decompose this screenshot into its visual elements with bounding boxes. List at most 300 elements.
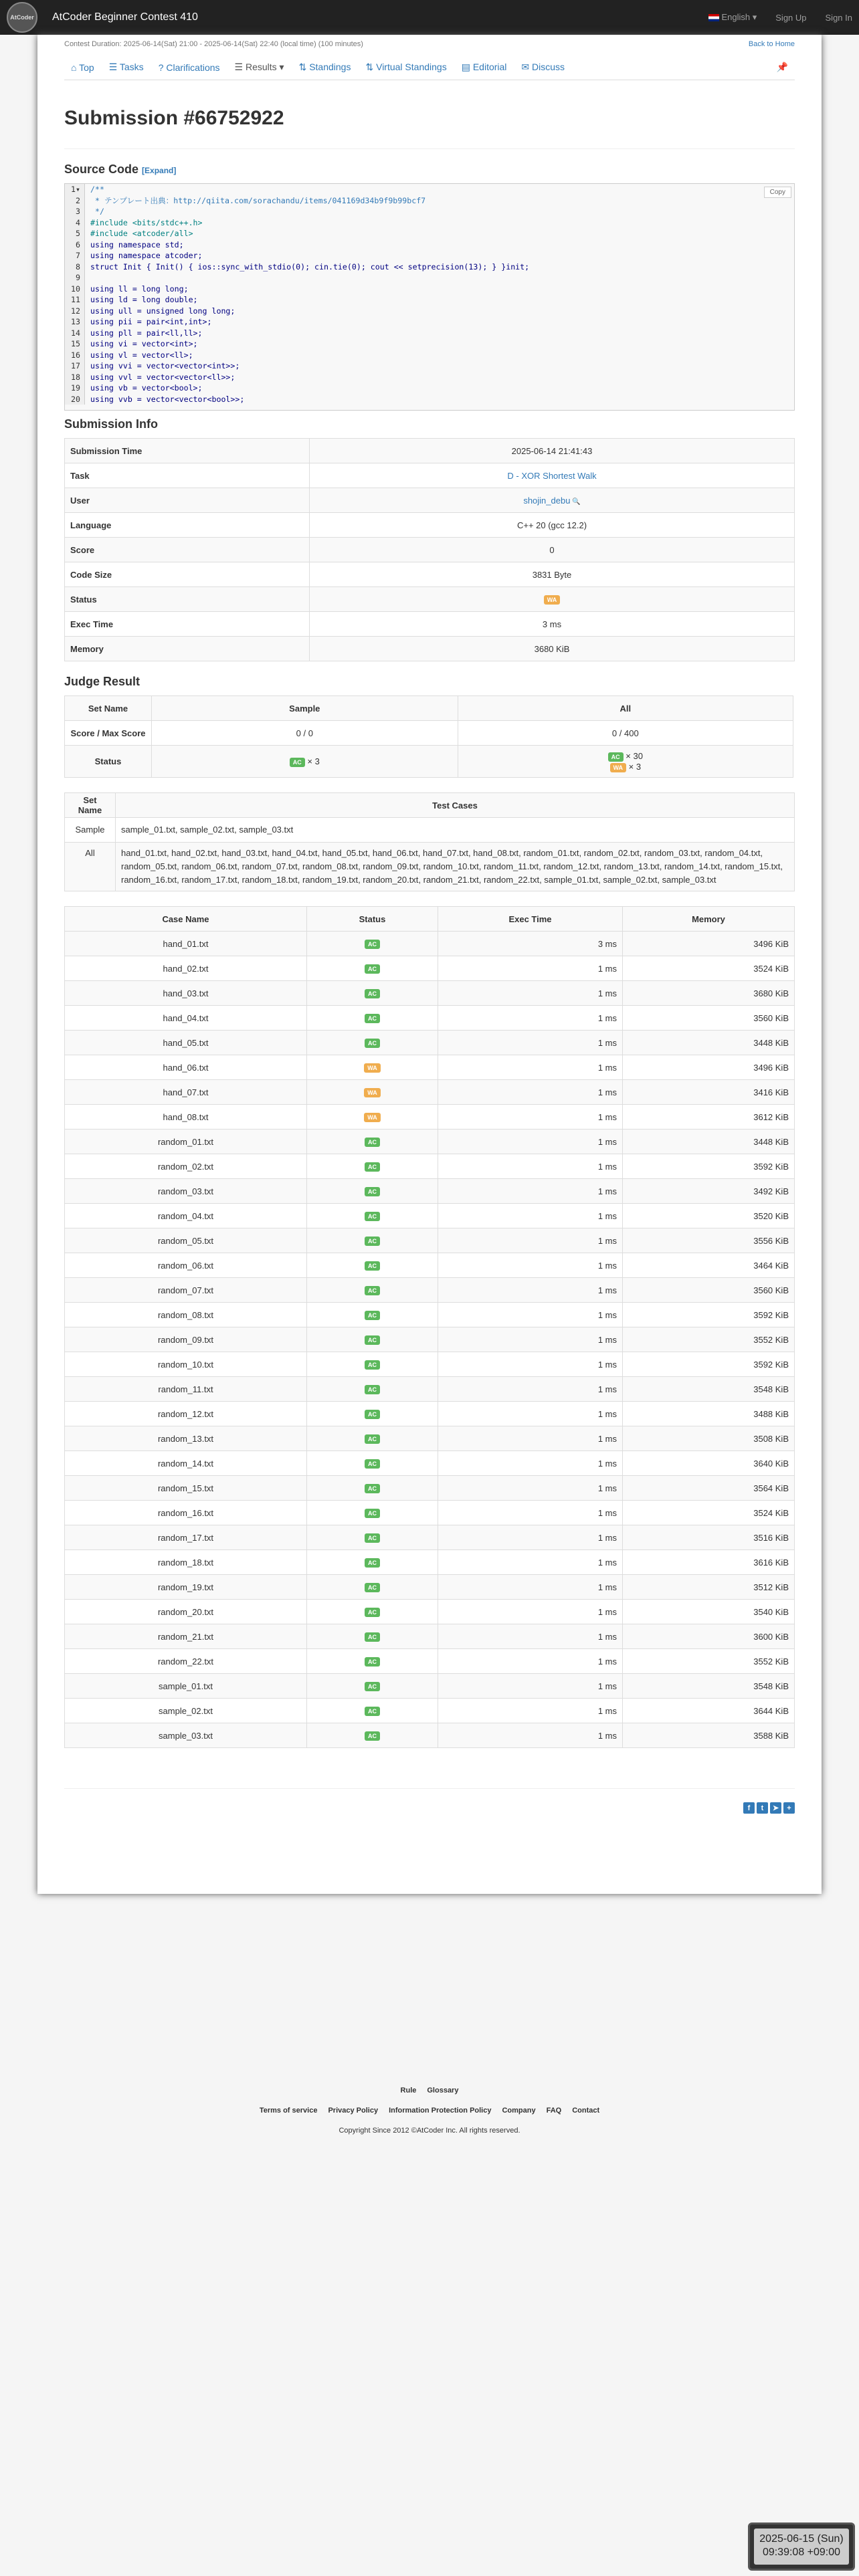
case-name: hand_01.txt [65,932,307,956]
case-memory: 3464 KiB [623,1253,795,1278]
case-status [307,1377,438,1402]
status-badge: AC [365,1583,380,1592]
tab-top[interactable]: ⌂ Top [71,62,94,73]
status-badge: AC [365,1657,380,1667]
copyright: Copyright Since 2012 ©AtCoder Inc. All rights reserved. [339,2127,520,2135]
case-name: random_16.txt [65,1501,307,1525]
status-badge: AC [365,1434,380,1444]
case-memory: 3592 KiB [623,1154,795,1179]
pin-icon[interactable]: 📌 [776,62,788,72]
info-value [310,488,795,513]
info-value: 0 [310,538,795,562]
case-status [307,1352,438,1377]
expand-link[interactable]: [Expand] [142,166,177,175]
footer-faq-link[interactable]: FAQ [546,2107,562,2115]
line-text: using ll = long long; [90,284,189,294]
case-name: random_07.txt [65,1278,307,1303]
case-status [307,1105,438,1130]
case-exec-time: 1 ms [438,1278,623,1303]
case-name: random_21.txt [65,1624,307,1649]
cases-header-name: Case Name [65,907,307,932]
line-text: using vi = vector<int>; [90,339,198,348]
tab-tasks[interactable]: ☰ Tasks [108,62,144,72]
case-status [307,1649,438,1674]
source-code-block[interactable] [64,183,795,411]
info-row [65,538,795,562]
case-memory: 3520 KiB [623,1204,795,1228]
case-memory: 3560 KiB [623,1006,795,1031]
line-number: 19 [65,383,85,394]
case-name: hand_07.txt [65,1080,307,1105]
case-name: random_05.txt [65,1228,307,1253]
case-status [307,1031,438,1055]
line-number: 5 [65,228,85,239]
table-row [65,1451,795,1476]
share-buttons [64,1788,795,1814]
atcoder-logo[interactable]: AtCoder [7,2,37,33]
tab-editorial[interactable]: ▤ Editorial [461,62,507,72]
sample-score: 0 / 0 [152,721,458,746]
code-line [65,294,794,306]
sets-header-cases: Test Cases [116,793,795,818]
case-exec-time: 1 ms [438,1303,623,1327]
status-badge: AC [365,1039,380,1048]
case-name: random_01.txt [65,1130,307,1154]
case-exec-time: 1 ms [438,1179,623,1204]
task-link[interactable]: D - XOR Shortest Walk [507,470,597,481]
code-line [65,239,794,251]
line-text: #include <bits/stdc++.h> [90,217,203,227]
line-number: 9 [65,272,85,284]
table-row [65,1352,795,1377]
case-exec-time: 1 ms [438,1426,623,1451]
all-score: 0 / 400 [458,721,793,746]
contest-tabs [64,48,795,80]
case-status [307,1204,438,1228]
footer-rule-link[interactable]: Rule [400,2086,417,2095]
case-memory: 3448 KiB [623,1031,795,1055]
clock-time: 09:39:08 +09:00 [762,2547,841,2558]
info-key: Status [65,587,310,612]
line-text: using vvi = vector<vector<int>>; [90,361,240,370]
code-line [65,328,794,339]
judge-row-status: Status [65,746,152,778]
case-status [307,1006,438,1031]
judge-header-set: Set Name [65,696,152,721]
sets-header-name: Set Name [65,793,116,818]
status-badge: AC [365,1237,380,1246]
code-line [65,383,794,394]
case-memory: 3612 KiB [623,1105,795,1130]
table-row [65,1624,795,1649]
case-memory: 3416 KiB [623,1080,795,1105]
judge-result-heading: Judge Result [64,675,140,688]
case-exec-time: 1 ms [438,1525,623,1550]
case-name: hand_03.txt [65,981,307,1006]
tab-standings[interactable]: ⇅ Standings [298,62,351,72]
code-line [65,372,794,383]
status-badge: AC [365,1484,380,1493]
line-number: 3 [65,206,85,217]
contest-brand-link[interactable]: AtCoder Beginner Contest 410 [52,11,198,23]
line-number: 17 [65,360,85,372]
case-memory: 3592 KiB [623,1352,795,1377]
case-exec-time: 1 ms [438,1154,623,1179]
line-number: 10 [65,284,85,295]
case-name: hand_02.txt [65,956,307,981]
table-row [65,1476,795,1501]
info-row [65,637,795,661]
table-row [65,1253,795,1278]
user-link[interactable]: shojin_debu [523,495,571,506]
status-badge: AC [365,1286,380,1295]
table-row [65,1130,795,1154]
case-memory: 3508 KiB [623,1426,795,1451]
case-status [307,1674,438,1699]
back-to-home-link[interactable]: Back to Home [748,40,795,48]
info-key: Memory [65,637,310,661]
cases-header-memory: Memory [623,907,795,932]
table-row [65,1105,795,1130]
status-badge: AC [365,1558,380,1568]
line-number: 11 [65,294,85,306]
case-memory: 3548 KiB [623,1674,795,1699]
case-status [307,1402,438,1426]
case-status [307,1228,438,1253]
case-status [307,1550,438,1575]
case-exec-time: 1 ms [438,1600,623,1624]
cases-header-status: Status [307,907,438,932]
submission-info-heading: Submission Info [64,417,159,431]
case-status [307,1575,438,1600]
code-line [65,250,794,261]
line-number: 8 [65,261,85,273]
set-name-sample: Sample [65,818,116,843]
case-memory: 3588 KiB [623,1723,795,1748]
contest-duration: Contest Duration: 2025-06-14(Sat) 21:00 - 2025-06-14(Sat) 22:40 (local time) (100 minutes) [64,40,363,48]
table-row [65,1575,795,1600]
cases-header-time: Exec Time [438,907,623,932]
table-row [65,981,795,1006]
code-line [65,261,794,273]
case-exec-time: 1 ms [438,981,623,1006]
share-plus-icon[interactable]: + [783,1802,795,1814]
case-exec-time: 1 ms [438,1699,623,1723]
source-code-heading: Source Code [Expand] [64,163,177,176]
case-name: hand_08.txt [65,1105,307,1130]
case-status [307,1278,438,1303]
table-row [65,1699,795,1723]
line-number: 6 [65,239,85,251]
code-line [65,217,794,229]
case-name: random_04.txt [65,1204,307,1228]
case-exec-time: 1 ms [438,1204,623,1228]
table-row [65,1377,795,1402]
code-line [65,272,794,284]
status-badge: AC [365,1682,380,1691]
status-badge: AC [365,1261,380,1271]
info-key: Language [65,513,310,538]
language-dropdown[interactable]: English ▾ [708,12,757,23]
case-name: random_20.txt [65,1600,307,1624]
case-memory: 3552 KiB [623,1649,795,1674]
code-line [65,284,794,295]
case-name: random_12.txt [65,1402,307,1426]
case-status [307,1080,438,1105]
case-memory: 3516 KiB [623,1525,795,1550]
info-key: Code Size [65,562,310,587]
table-row [65,1649,795,1674]
line-text: using namespace std; [90,239,184,249]
table-row [65,1055,795,1080]
judge-row-score: Score / Max Score [65,721,152,746]
judge-header-sample: Sample [152,696,458,721]
case-name: sample_02.txt [65,1699,307,1723]
case-name: random_03.txt [65,1179,307,1204]
case-status [307,1600,438,1624]
status-badge: WA [364,1063,381,1073]
info-row [65,587,795,612]
table-row [65,1674,795,1699]
case-name: random_19.txt [65,1575,307,1600]
footer-info-protection-link[interactable]: Information Protection Policy [389,2107,492,2115]
info-row [65,612,795,637]
case-memory: 3564 KiB [623,1476,795,1501]
info-value [310,587,795,612]
table-row [65,956,795,981]
telegram-icon[interactable]: ➤ [770,1802,781,1814]
status-badge: AC [365,1459,380,1469]
case-exec-time: 1 ms [438,1253,623,1278]
table-row [65,1031,795,1055]
case-exec-time: 1 ms [438,1327,623,1352]
info-value: 3680 KiB [310,637,795,661]
case-status [307,932,438,956]
table-row [65,1723,795,1748]
sample-status: AC × 3 [152,746,458,778]
uk-flag-icon [708,14,719,21]
status-badge: AC [365,1360,380,1370]
facebook-icon[interactable]: f [743,1802,755,1814]
info-value: C++ 20 (gcc 12.2) [310,513,795,538]
case-status [307,1327,438,1352]
case-memory: 3524 KiB [623,956,795,981]
search-icon[interactable]: 🔍 [570,498,581,506]
footer [0,2086,859,2135]
info-value [310,463,795,488]
case-exec-time: 1 ms [438,1501,623,1525]
status-badge: AC [365,1533,380,1543]
case-memory: 3600 KiB [623,1624,795,1649]
question-icon: ? [158,62,164,73]
line-text: using vvb = vector<vector<bool>>; [90,394,245,404]
case-status [307,1303,438,1327]
footer-company-link[interactable]: Company [502,2107,536,2115]
case-exec-time: 1 ms [438,1228,623,1253]
case-memory: 3680 KiB [623,981,795,1006]
case-status [307,1723,438,1748]
case-status [307,1476,438,1501]
sort-icon: ⇅ [298,62,307,72]
case-exec-time: 1 ms [438,1402,623,1426]
judge-header-all: All [458,696,793,721]
info-value: 3 ms [310,612,795,637]
twitter-icon[interactable]: t [757,1802,768,1814]
footer-terms-link[interactable]: Terms of service [259,2107,318,2115]
case-exec-time: 1 ms [438,1649,623,1674]
submission-info-table [64,438,795,661]
case-memory: 3616 KiB [623,1550,795,1575]
line-number: 18 [65,372,85,383]
case-status [307,1451,438,1476]
case-status [307,1624,438,1649]
case-name: random_06.txt [65,1253,307,1278]
info-value: 2025-06-14 21:41:43 [310,439,795,463]
info-row [65,488,795,513]
signin-link[interactable]: Sign In [825,12,852,23]
tab-discuss[interactable]: ✉ Discuss [521,62,565,72]
status-badge: AC [365,1138,380,1147]
ac-badge: AC [290,758,305,767]
table-row [65,1006,795,1031]
footer-glossary-link[interactable]: Glossary [427,2086,459,2095]
case-status [307,1154,438,1179]
case-memory: 3524 KiB [623,1501,795,1525]
footer-privacy-link[interactable]: Privacy Policy [328,2107,379,2115]
case-exec-time: 1 ms [438,1055,623,1080]
line-number: 16 [65,350,85,361]
case-exec-time: 1 ms [438,1105,623,1130]
info-key: Submission Time [65,439,310,463]
case-name: hand_06.txt [65,1055,307,1080]
case-name: random_13.txt [65,1426,307,1451]
case-status [307,956,438,981]
copy-button[interactable]: Copy [764,187,791,198]
line-text: using namespace atcoder; [90,251,203,260]
set-cases-all: hand_01.txt, hand_02.txt, hand_03.txt, hand_04.txt, hand_05.txt, hand_06.txt, hand_07.txt, hand_08.txt, random_01.txt, random_02.txt, random_03.txt, random_04.txt, random_05.txt, random_06.txt, random_07.txt, random_08.txt, random_09.txt, random_10.txt, random_11.txt, random_12.txt, random_13.txt, random_14.txt, random_15.txt, random_16.txt, random_17.txt, random_18.txt, random_19.txt, random_20.txt, random_21.txt, random_22.txt, sample_01.txt, sample_02.txt, sample_03.txt [116,843,795,891]
table-row [65,1501,795,1525]
case-exec-time: 1 ms [438,1550,623,1575]
line-number: 7 [65,250,85,261]
book-icon: ▤ [461,62,470,72]
test-sets-table [64,792,795,891]
list-icon: ☰ [234,62,244,72]
clock-date: 2025-06-15 (Sun) [759,2533,844,2545]
line-number: 14 [65,328,85,339]
case-name: hand_04.txt [65,1006,307,1031]
signup-link[interactable]: Sign Up [775,12,807,23]
info-key: Exec Time [65,612,310,637]
top-navbar [0,0,859,35]
wa-badge: WA [610,763,627,772]
line-text: /** [90,185,104,194]
line-text: using ull = unsigned long long; [90,306,235,316]
line-number: 13 [65,316,85,328]
case-exec-time: 3 ms [438,932,623,956]
case-name: sample_01.txt [65,1674,307,1699]
list-icon: ☰ [108,62,118,72]
case-memory: 3560 KiB [623,1278,795,1303]
status-badge: AC [365,1187,380,1196]
case-status [307,981,438,1006]
judge-result-table [64,695,793,778]
case-status [307,1179,438,1204]
line-text: using pii = pair<int,int>; [90,317,212,326]
code-line [65,360,794,372]
home-icon: ⌂ [71,62,77,73]
footer-contact-link[interactable]: Contact [572,2107,600,2115]
case-exec-time: 1 ms [438,1476,623,1501]
line-number: 1▾ [65,184,85,195]
case-status [307,1699,438,1723]
table-row [65,1402,795,1426]
case-memory: 3644 KiB [623,1699,795,1723]
table-row [65,1303,795,1327]
code-line [65,206,794,217]
status-badge: AC [365,1385,380,1394]
line-number: 2 [65,195,85,207]
info-row [65,562,795,587]
status-badge: AC [365,1632,380,1642]
test-cases-table [64,906,795,1748]
status-badge: AC [365,1162,380,1172]
status-badge: AC [365,1509,380,1518]
table-row [65,1154,795,1179]
case-name: hand_05.txt [65,1031,307,1055]
page-title: Submission #66752922 [64,107,795,149]
case-exec-time: 1 ms [438,1352,623,1377]
status-badge: AC [365,1335,380,1345]
case-exec-time: 1 ms [438,1006,623,1031]
table-row [65,1228,795,1253]
info-row [65,463,795,488]
status-badge: AC [365,1731,380,1741]
case-name: sample_03.txt [65,1723,307,1748]
case-exec-time: 1 ms [438,1130,623,1154]
case-memory: 3556 KiB [623,1228,795,1253]
case-exec-time: 1 ms [438,956,623,981]
case-memory: 3448 KiB [623,1130,795,1154]
case-name: random_18.txt [65,1550,307,1575]
case-name: random_10.txt [65,1352,307,1377]
line-text [85,272,90,284]
line-text: * テンプレート出典：http://qiita.com/sorachandu/items/041169d34b9f9b99bcf7 [90,195,426,205]
table-row [65,932,795,956]
code-line [65,316,794,328]
status-badge: AC [365,1410,380,1419]
case-name: random_14.txt [65,1451,307,1476]
tab-results[interactable]: ☰ Results ▾ [234,62,284,72]
case-memory: 3640 KiB [623,1451,795,1476]
case-exec-time: 1 ms [438,1377,623,1402]
tab-clarifications[interactable]: ? Clarifications [158,62,220,73]
line-number: 4 [65,217,85,229]
case-memory: 3496 KiB [623,932,795,956]
line-text: struct Init { Init() { ios::sync_with_stdio(0); cin.tie(0); cout << setprecision(13); } }init; [90,261,530,272]
status-badge: WA [544,595,561,605]
line-text: #include <atcoder/all> [90,229,193,238]
code-line [65,338,794,350]
table-row [65,1327,795,1352]
tab-virtual-standings[interactable]: ⇅ Virtual Standings [365,62,447,72]
case-memory: 3496 KiB [623,1055,795,1080]
status-badge: AC [365,940,380,949]
status-badge: AC [365,1014,380,1023]
case-memory: 3512 KiB [623,1575,795,1600]
info-value: 3831 Byte [310,562,795,587]
main-container [37,35,822,1894]
status-badge: AC [365,1212,380,1221]
